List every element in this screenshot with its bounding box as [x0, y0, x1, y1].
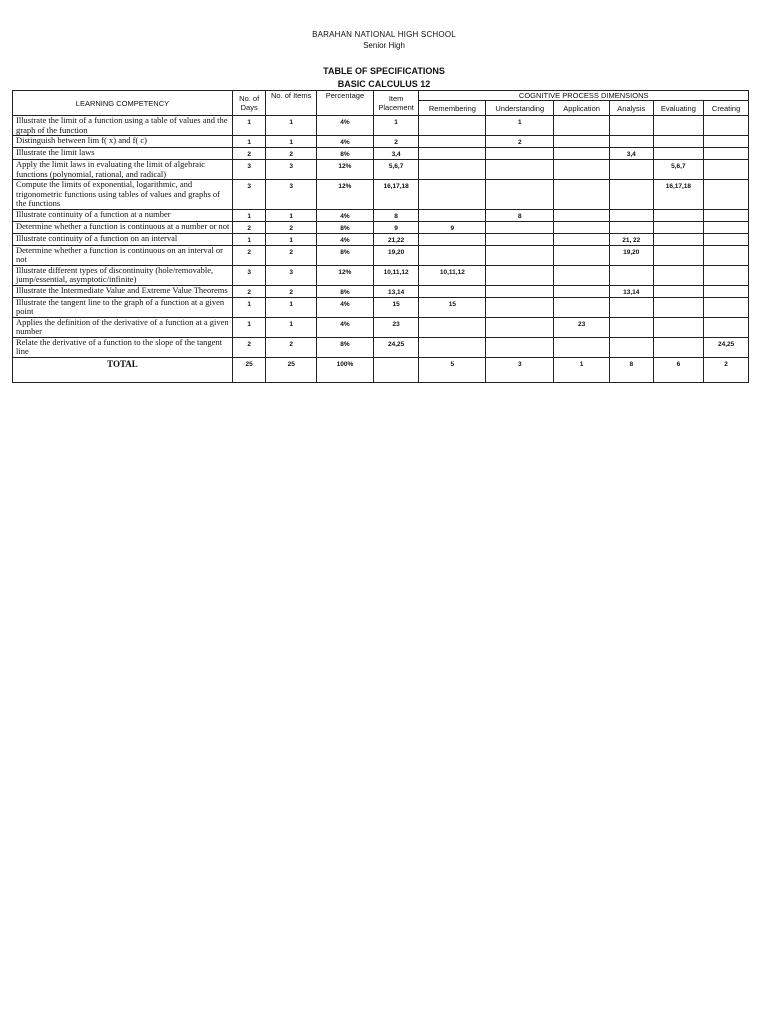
cell-creating [704, 265, 749, 285]
cell-analysis [609, 265, 653, 285]
cell-placement: 13,14 [373, 285, 419, 297]
cell-application: 23 [554, 317, 610, 337]
cell-analysis [609, 116, 653, 136]
specifications-table [12, 90, 749, 383]
cell-evaluating [653, 116, 704, 136]
header-remembering: Remembering [419, 101, 486, 116]
cell-competency: Illustrate the tangent line to the graph of a function at a given point [13, 297, 233, 317]
cell-analysis [609, 180, 653, 210]
cell-competency: Compute the limits of exponential, logarithmic, and trigonometric functions using tables of values and graphs of the functions [13, 180, 233, 210]
school-name: BARAHAN NATIONAL HIGH SCHOOL [312, 30, 456, 39]
cell-understanding [486, 245, 554, 265]
cell-analysis: 13,14 [609, 285, 653, 297]
cell-placement: 15 [373, 297, 419, 317]
table-row [13, 136, 749, 148]
cell-items: 1 [266, 297, 317, 317]
cell-understanding [486, 317, 554, 337]
cell-days: 1 [232, 116, 265, 136]
cell-days: 2 [232, 337, 265, 357]
cell-percentage: 8% [317, 221, 374, 233]
cell-analysis: 3,4 [609, 148, 653, 160]
cell-competency: Determine whether a function is continuous on an interval or not [13, 245, 233, 265]
cell-understanding [486, 265, 554, 285]
cell-creating [704, 245, 749, 265]
cell-creating [704, 136, 749, 148]
total-label: TOTAL [13, 357, 233, 382]
cell-creating [704, 148, 749, 160]
cell-placement: 1 [373, 116, 419, 136]
cell-items: 3 [266, 180, 317, 210]
total-evaluating: 6 [653, 357, 704, 382]
cell-competency: Illustrate continuity of a function at a number [13, 209, 233, 221]
cell-percentage: 4% [317, 116, 374, 136]
cell-creating [704, 285, 749, 297]
cell-competency: Illustrate the limit laws [13, 148, 233, 160]
cell-application [554, 148, 610, 160]
header-evaluating: Evaluating [653, 101, 704, 116]
total-placement [373, 357, 419, 382]
cell-items: 1 [266, 116, 317, 136]
table-row [13, 233, 749, 245]
cell-application [554, 285, 610, 297]
cell-understanding [486, 221, 554, 233]
total-creating: 2 [704, 357, 749, 382]
cell-application [554, 297, 610, 317]
table-row [13, 245, 749, 265]
cell-understanding: 2 [486, 136, 554, 148]
total-remembering: 5 [419, 357, 486, 382]
cell-days: 1 [232, 136, 265, 148]
document-subtitle: BASIC CALCULUS 12 [337, 79, 431, 89]
cell-understanding: 8 [486, 209, 554, 221]
cell-items: 1 [266, 136, 317, 148]
cell-items: 1 [266, 209, 317, 221]
cell-days: 1 [232, 317, 265, 337]
total-days: 25 [232, 357, 265, 382]
cell-items: 3 [266, 265, 317, 285]
cell-placement: 3,4 [373, 148, 419, 160]
cell-evaluating [653, 209, 704, 221]
cell-remembering [419, 285, 486, 297]
cell-percentage: 8% [317, 337, 374, 357]
cell-remembering [419, 245, 486, 265]
cell-creating [704, 221, 749, 233]
total-analysis: 8 [609, 357, 653, 382]
cell-creating [704, 233, 749, 245]
cell-placement: 19,20 [373, 245, 419, 265]
cell-understanding: 1 [486, 116, 554, 136]
cell-days: 2 [232, 221, 265, 233]
cell-competency: Illustrate the limit of a function using a table of values and the graph of the function [13, 116, 233, 136]
cell-evaluating [653, 136, 704, 148]
cell-application [554, 233, 610, 245]
cell-percentage: 8% [317, 148, 374, 160]
cell-remembering [419, 148, 486, 160]
cell-creating [704, 116, 749, 136]
cell-application [554, 209, 610, 221]
cell-evaluating [653, 297, 704, 317]
cell-evaluating [653, 285, 704, 297]
cell-creating [704, 317, 749, 337]
table-row [13, 337, 749, 357]
cell-analysis [609, 317, 653, 337]
cell-application [554, 221, 610, 233]
total-understanding: 3 [486, 357, 554, 382]
cell-understanding [486, 297, 554, 317]
cell-days: 2 [232, 148, 265, 160]
cell-days: 1 [232, 297, 265, 317]
cell-days: 1 [232, 209, 265, 221]
total-application: 1 [554, 357, 610, 382]
cell-items: 2 [266, 148, 317, 160]
cell-remembering: 9 [419, 221, 486, 233]
cell-competency: Distinguish between lim f( x) and f( c) [13, 136, 233, 148]
cell-days: 3 [232, 160, 265, 180]
cell-evaluating [653, 265, 704, 285]
cell-creating [704, 297, 749, 317]
cell-percentage: 4% [317, 297, 374, 317]
cell-percentage: 12% [317, 265, 374, 285]
cell-creating: 24,25 [704, 337, 749, 357]
cell-remembering [419, 337, 486, 357]
cell-placement: 2 [373, 136, 419, 148]
cell-items: 2 [266, 221, 317, 233]
cell-creating [704, 160, 749, 180]
cell-competency: Illustrate different types of discontinuity (hole/removable, jump/essential, asymptotic/infinite) [13, 265, 233, 285]
cell-evaluating [653, 245, 704, 265]
cell-remembering [419, 317, 486, 337]
cell-remembering [419, 116, 486, 136]
cell-placement: 23 [373, 317, 419, 337]
cell-remembering [419, 233, 486, 245]
header-placement: Item Placement [373, 91, 419, 116]
cell-remembering [419, 136, 486, 148]
cell-percentage: 4% [317, 233, 374, 245]
cell-remembering [419, 180, 486, 210]
cell-percentage: 8% [317, 245, 374, 265]
total-percentage: 100% [317, 357, 374, 382]
cell-creating [704, 209, 749, 221]
table-body [13, 116, 749, 358]
document-title: TABLE OF SPECIFICATIONS [323, 66, 445, 76]
header-creating: Creating [704, 101, 749, 116]
header-percentage: Percentage [317, 91, 374, 116]
cell-analysis: 19,20 [609, 245, 653, 265]
cell-evaluating [653, 337, 704, 357]
cell-competency: Apply the limit laws in evaluating the limit of algebraic functions (polynomial, rational, and radical) [13, 160, 233, 180]
cell-placement: 8 [373, 209, 419, 221]
cell-evaluating: 16,17,18 [653, 180, 704, 210]
table-row [13, 297, 749, 317]
header-analysis: Analysis [609, 101, 653, 116]
cell-remembering [419, 209, 486, 221]
cell-application [554, 337, 610, 357]
cell-creating [704, 180, 749, 210]
cell-understanding [486, 285, 554, 297]
cell-items: 1 [266, 233, 317, 245]
cell-remembering: 10,11,12 [419, 265, 486, 285]
table-row [13, 285, 749, 297]
cell-competency: Illustrate the Intermediate Value and Extreme Value Theorems [13, 285, 233, 297]
cell-items: 1 [266, 317, 317, 337]
cell-placement: 24,25 [373, 337, 419, 357]
cell-understanding [486, 337, 554, 357]
cell-items: 2 [266, 245, 317, 265]
cell-analysis [609, 297, 653, 317]
cell-days: 1 [232, 233, 265, 245]
cell-competency: Determine whether a function is continuous at a number or not [13, 221, 233, 233]
cell-remembering: 15 [419, 297, 486, 317]
total-row [13, 357, 749, 382]
table-row [13, 116, 749, 136]
cell-percentage: 4% [317, 317, 374, 337]
header-items: No. of Items [266, 91, 317, 116]
cell-competency: Illustrate continuity of a function on an interval [13, 233, 233, 245]
header-understanding: Understanding [486, 101, 554, 116]
cell-understanding [486, 160, 554, 180]
school-level: Senior High [363, 41, 405, 50]
cell-understanding [486, 233, 554, 245]
cell-evaluating [653, 221, 704, 233]
cell-analysis [609, 337, 653, 357]
table-row [13, 221, 749, 233]
cell-items: 2 [266, 337, 317, 357]
cell-percentage: 4% [317, 209, 374, 221]
cell-items: 2 [266, 285, 317, 297]
cell-items: 3 [266, 160, 317, 180]
header-cognitive: COGNITIVE PROCESS DIMENSIONS [419, 91, 749, 101]
cell-analysis [609, 160, 653, 180]
cell-days: 2 [232, 285, 265, 297]
table-row [13, 148, 749, 160]
cell-competency: Applies the definition of the derivative of a function at a given number [13, 317, 233, 337]
cell-understanding [486, 180, 554, 210]
header-days: No. of Days [232, 91, 265, 116]
cell-analysis [609, 209, 653, 221]
header-competency: LEARNING COMPETENCY [13, 91, 233, 116]
cell-placement: 9 [373, 221, 419, 233]
cell-analysis [609, 136, 653, 148]
cell-application [554, 136, 610, 148]
cell-placement: 16,17,18 [373, 180, 419, 210]
cell-percentage: 12% [317, 160, 374, 180]
cell-days: 3 [232, 265, 265, 285]
cell-placement: 21,22 [373, 233, 419, 245]
cell-application [554, 160, 610, 180]
cell-percentage: 8% [317, 285, 374, 297]
cell-days: 3 [232, 180, 265, 210]
cell-days: 2 [232, 245, 265, 265]
table-row [13, 265, 749, 285]
table-row [13, 180, 749, 210]
header-application: Application [554, 101, 610, 116]
table-row [13, 209, 749, 221]
cell-analysis: 21, 22 [609, 233, 653, 245]
cell-placement: 5,6,7 [373, 160, 419, 180]
cell-remembering [419, 160, 486, 180]
cell-evaluating [653, 233, 704, 245]
cell-placement: 10,11,12 [373, 265, 419, 285]
cell-evaluating [653, 148, 704, 160]
cell-application [554, 265, 610, 285]
cell-application [554, 116, 610, 136]
cell-percentage: 12% [317, 180, 374, 210]
total-items: 25 [266, 357, 317, 382]
table-row [13, 317, 749, 337]
cell-application [554, 180, 610, 210]
cell-understanding [486, 148, 554, 160]
cell-application [554, 245, 610, 265]
cell-evaluating: 5,6,7 [653, 160, 704, 180]
table-row [13, 160, 749, 180]
cell-evaluating [653, 317, 704, 337]
cell-analysis [609, 221, 653, 233]
cell-competency: Relate the derivative of a function to the slope of the tangent line [13, 337, 233, 357]
cell-percentage: 4% [317, 136, 374, 148]
